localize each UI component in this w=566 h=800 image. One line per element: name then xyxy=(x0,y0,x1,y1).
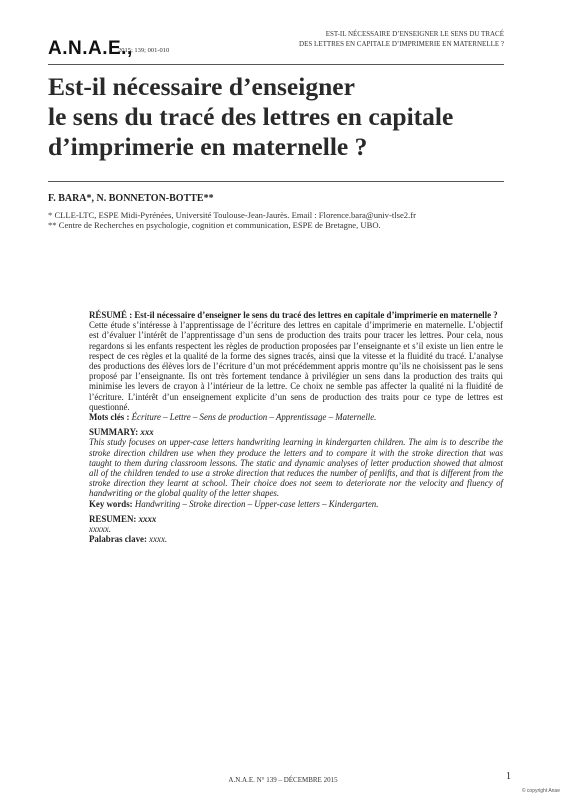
summary-label: SUMMARY: xyxy=(89,427,139,438)
title-line: Est-il nécessaire d’enseigner xyxy=(48,72,355,101)
title-divider xyxy=(48,181,504,182)
resumen-heading xyxy=(89,514,503,524)
page-number: 1 xyxy=(506,771,511,782)
affiliations xyxy=(48,210,416,230)
running-head-line: DES LETTRES EN CAPITALE D’IMPRIMERIE EN MATERNELLE ? xyxy=(299,39,504,48)
affiliation: ** Centre de Recherches en psychologie, cognition et communication, ESPE de Bretagne, UBO. xyxy=(48,220,381,231)
keywords-text: xxxx. xyxy=(149,534,168,545)
keywords-label: Mots clés : xyxy=(89,412,130,423)
resume-body: Cette étude s’intéresse à l’apprentissage de l’écriture des lettres en capitale d’imprimerie en maternelle. L’objectif est d’évaluer l’intérêt de l’apprentissage d’un sens de production des traits pour tracer les lettres. Pour cela, nous regardons si les enfants respectent les règles de production proposées par l’enseignante et s’il existe un lien entre le respect de ces règles et la qualité de la forme des signes tracés, ainsi que la vitesse et la fluidité du tracé. L’analyse des productions des élèves lors de l’écriture d’un mot précédemment appris montre qu’ils ne choisissent pas le sens proposé par l’enseignante. Ils ont très fortement tendance à privilégier un sens dans la production des traits qui minimise les levers de crayon à l’intérieur de la lettre. Ce choix ne semble pas affecter la qualité ni la fluidité de l’écriture. L’intérêt d’un enseignement explicite d’un sens de production des traits pour ce type de lettres est questionné. xyxy=(89,320,503,412)
summary-body: This study focuses on upper-case letters handwriting learning in kindergarten children. The aim is to describe the stroke direction children use when they produce the letters and to compare it with the stroke direction that was taught to them during classroom lessons. The static and dynamic analyses of letter production showed that almost all of the children tended to use a stroke direction that reduces the number of penlifts, and that is different from the stroke direction they learnt at school. Their choice does not seem to deteriorate nor the velocity and fluency of handwriting or the global quality of the letter shapes. xyxy=(89,437,503,499)
abstracts xyxy=(89,310,503,544)
keywords-text: Écriture – Lettre – Sens de production – Apprentissage – Maternelle. xyxy=(131,412,377,423)
title-line: d’imprimerie en maternelle ? xyxy=(48,132,368,161)
keywords-label: Key words: xyxy=(89,498,133,509)
article-title xyxy=(48,72,508,162)
resume-keywords xyxy=(89,412,503,422)
running-head xyxy=(294,30,504,49)
title-line: le sens du tracé des lettres en capitale xyxy=(48,102,454,131)
footer-issue: A.N.A.E. N° 139 – DÉCEMBRE 2015 xyxy=(228,776,338,784)
resumen-label: RESUMEN: xyxy=(89,513,137,524)
affiliation: * CLLE-LTC, ESPE Midi-Pyrénées, Université Toulouse-Jean-Jaurès. Email : Florence.bara@univ-tlse2.fr xyxy=(48,210,416,220)
keywords-text: Handwriting – Stroke direction – Upper-case letters – Kindergarten. xyxy=(134,498,379,509)
resumen-title: xxxx xyxy=(138,513,157,524)
running-head-line: EST-IL NÉCESSAIRE D’ENSEIGNER LE SENS DU TRACÉ xyxy=(325,30,504,38)
resumen-keywords xyxy=(89,534,503,544)
header-divider xyxy=(48,64,504,65)
resume-heading: RÉSUMÉ : Est-il nécessaire d’enseigner le sens du tracé des lettres en capitale d’imprimerie en maternelle ? xyxy=(89,310,498,320)
keywords-label: Palabras clave: xyxy=(89,534,147,545)
summary-keywords xyxy=(89,499,503,509)
journal-name: A.N.A.E., xyxy=(48,38,133,59)
authors: F. BARA*, N. BONNETON-BOTTE** xyxy=(48,193,214,204)
journal-reference: 2015; 139; 001-010 xyxy=(118,47,170,54)
summary-heading xyxy=(89,427,503,437)
resumen-body: xxxxx. xyxy=(89,524,111,535)
copyright-notice: © copyright Anae xyxy=(521,788,560,794)
summary-title: xxx xyxy=(140,427,154,438)
